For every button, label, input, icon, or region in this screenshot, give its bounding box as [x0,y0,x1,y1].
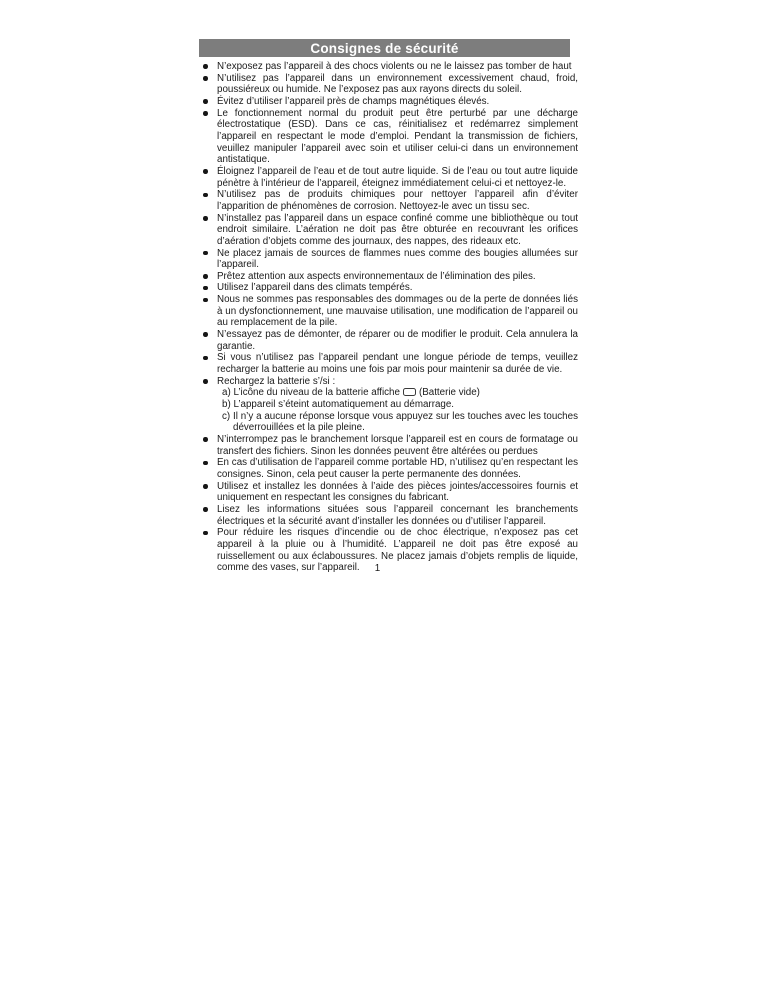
bullet-icon [203,379,208,384]
list-item [200,504,578,527]
list-item-text: Prêtez attention aux aspects environnementaux de l’élimination des piles. [217,270,536,282]
bullet-icon [203,216,208,221]
list-item-text: Nous ne sommes pas responsables des dommages ou de la perte de données liés à un dysfonctionnement, une mauvaise utilisation, une modification de l’appareil ou au remplacement de la pile. [217,294,578,329]
list-item [200,352,578,375]
bullet-icon [203,298,208,303]
list-item-text: Rechargez la batterie s’/si : [217,375,336,387]
bullet-icon [203,461,208,466]
bullet-icon [203,356,208,361]
list-item [200,271,578,283]
sub-item-label: b) [222,399,231,411]
list-item [200,248,578,271]
list-item [200,213,578,248]
battery-empty-icon [403,388,416,396]
list-item [200,457,578,480]
list-item [200,282,578,294]
list-item [200,96,578,108]
bullet-icon [203,76,208,81]
sub-item-text: L’icône du niveau de la batterie affiche [233,387,400,399]
bullet-icon [203,507,208,512]
sub-item-label: a) [222,387,231,399]
bullet-icon [203,274,208,279]
sub-list [222,387,578,434]
list-item [200,294,578,329]
list-item [200,61,578,73]
page-title: Consignes de sécurité [310,40,459,56]
list-item-text: Utilisez l’appareil dans des climats tempérés. [217,282,413,294]
sub-item-text: Il n’y a aucune réponse lorsque vous appuyez sur les touches avec les touches déverrouillées et la pile pleine. [233,410,578,434]
bullet-icon [203,193,208,198]
sub-item-text: L’appareil s’éteint automatiquement au démarrage. [233,399,455,411]
sub-item-text: (Batterie vide) [418,387,480,399]
list-item-text: N’utilisez pas l’appareil dans un environnement excessivement chaud, froid, poussiéreux ou humide. Ne l’exposez pas aux rayons directs du soleil. [217,72,578,96]
sub-list-item [222,399,578,411]
list-item [200,329,578,352]
sub-list-item [222,411,578,434]
title-bar [199,39,570,57]
bullet-icon [203,437,208,442]
list-item [200,108,578,166]
list-item-text: Ne placez jamais de sources de flammes nues comme des bougies allumées sur l’appareil. [217,247,578,271]
list-item-text: N’installez pas l’appareil dans un espace confiné comme une bibliothèque ou tout endroit similaire. L’aération ne doit pas être obturée en recouvrant les orifices d’aération d’objets comme des journaux, des nappes, des rideaux etc. [217,212,578,247]
list-item-text: N’utilisez pas de produits chimiques pour nettoyer l’appareil afin d’éviter l’apparition de phénomènes de corrosion. Nettoyez-le avec un tissu sec. [217,189,578,212]
list-item-text: Évitez d’utiliser l’appareil près de champs magnétiques élevés. [217,95,490,107]
safety-instructions-list [200,61,578,574]
document-content [200,61,578,574]
bullet-icon [203,64,208,69]
list-item [200,481,578,504]
list-item-text: Utilisez et installez les données à l’aide des pièces jointes/accessoires fournis et uniquement en respectant les consignes du fabricant. [217,480,578,504]
bullet-icon [203,251,208,256]
list-item-text: Si vous n’utilisez pas l’appareil pendant une longue période de temps, veuillez recharger la batterie au moins une fois par mois pour maintenir sa durée de vie. [217,352,578,376]
list-item [200,434,578,457]
bullet-icon [203,531,208,536]
sub-item-label: c) [222,410,231,422]
bullet-icon [203,99,208,104]
list-item-text: N’essayez pas de démonter, de réparer ou de modifier le produit. Cela annulera la garantie. [217,329,578,352]
list-item-text: En cas d’utilisation de l’appareil comme portable HD, n’utilisez qu’en respectant les consignes. Sinon, cela peut causer la perte permanente des données. [217,457,578,480]
bullet-icon [203,111,208,116]
list-item-text: N’exposez pas l’appareil à des chocs violents ou ne le laissez pas tomber de haut [217,61,572,72]
list-item-text: Lisez les informations situées sous l’appareil concernant les branchements électriques et la sécurité avant d’installer les données ou d’utiliser l’appareil. [217,503,578,527]
page-number: 1 [374,563,381,574]
list-item-text: Éloignez l’appareil de l’eau et de tout autre liquide. Si de l’eau ou tout autre liquide pénètre à l’intérieur de l’appareil, éteignez immédiatement celui-ci et nettoyez-le. [217,165,578,189]
list-item [200,376,578,434]
list-item-text: Pour réduire les risques d’incendie ou de choc électrique, n’exposez pas cet appareil à la pluie ou à l’humidité. L’appareil ne doit pas être exposé au ruissellement ou aux éclaboussures. Ne placez jamais d’objets remplis de liquide, comme des vases, sur l’appareil. [217,527,578,574]
bullet-icon [203,286,208,291]
list-item [200,166,578,189]
list-item-text: Le fonctionnement normal du produit peut être perturbé par une décharge électrostatique (ESD). Dans ce cas, réinitialisez et redémarrez simplement l’appareil en respectant le mode d’emploi. Pendant la transmission de fichiers, veuillez manipuler l’appareil avec soin et utiliser celui-ci dans un environnement antistatique. [217,107,578,166]
bullet-icon [203,169,208,174]
bullet-icon [203,484,208,489]
bullet-icon [203,332,208,337]
list-item [200,189,578,212]
sub-list-item [222,387,578,399]
list-item-text: N’interrompez pas le branchement lorsque l’appareil est en cours de formatage ou transfert des fichiers. Sinon les données peuvent être altérées ou perdues [217,434,578,457]
list-item [200,73,578,96]
